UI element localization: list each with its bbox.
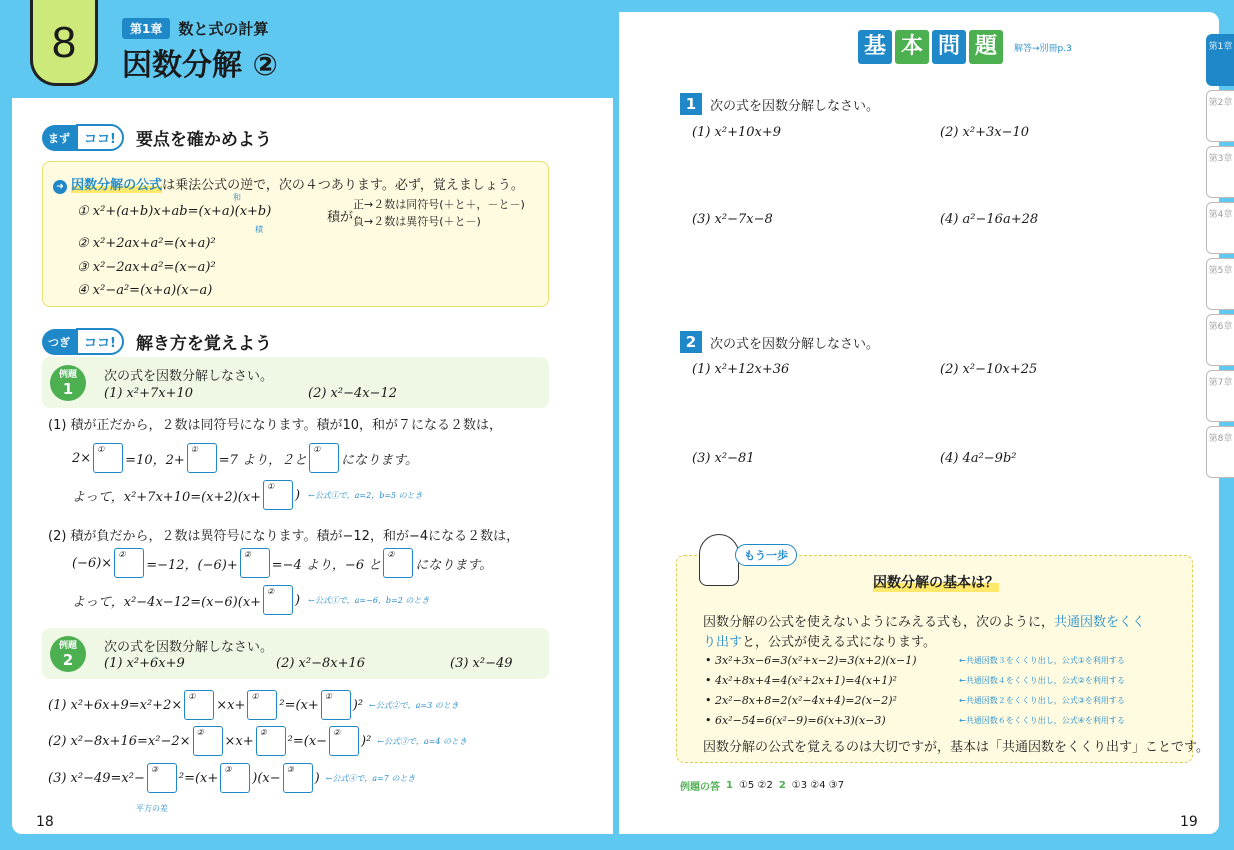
solution-2-line-2: (−6)× ② =−12，(−6)+ ② =−4 より，−6 と ② になります。 <box>72 548 492 578</box>
answer-box[interactable]: ② <box>263 585 293 615</box>
chapter-badge: 第1章 <box>122 18 170 39</box>
formula-1: ① x²+(a+b)x+ab=(x+a)(x+b) <box>77 204 272 219</box>
chapter-tabs <box>1206 34 1234 482</box>
page-number-left: 18 <box>36 814 54 830</box>
section-heading-1: まず ココ! 要点を確かめよう <box>42 124 272 151</box>
example-2: 例題 2 次の式を因数分解しなさい。 (1) x²+6x+9 (2) x²−8x+16 (3) x²−49 <box>42 628 549 679</box>
solution-1-line-2: 2× ① =10，2+ ① =7 より，２と ① になります。 <box>72 443 418 473</box>
chapter-heading <box>122 18 268 39</box>
answer-box[interactable]: ③ <box>147 763 177 793</box>
tab-chapter-8[interactable]: 第8章 <box>1206 426 1234 478</box>
answer-box[interactable]: ③ <box>220 763 250 793</box>
answer-box[interactable]: ② <box>329 726 359 756</box>
example-badge: 例題 1 <box>50 365 86 401</box>
arrow-icon: ➜ <box>53 180 67 194</box>
example-2-solution-2: (2) x²−8x+16=x²−2× ② ×x+ ② ²=(x− ② )² ←公式③で，a=4 のとき <box>48 726 467 756</box>
example-1: 例題 1 次の式を因数分解しなさい。 (1) x²+7x+10 (2) x²−4x−12 <box>42 357 549 408</box>
formula-4: ④ x²−a²=(x+a)(x−a) <box>77 283 213 298</box>
example-badge: 例題 2 <box>50 636 86 672</box>
answer-box[interactable]: ① <box>247 690 277 720</box>
rule-positive: 正→２数は同符号(＋と＋，－と－) <box>353 198 525 211</box>
kihon-heading: 基 本 問 題 解答→別冊p.3 <box>858 30 1072 64</box>
tab-chapter-6[interactable]: 第6章 <box>1206 314 1234 366</box>
section-heading-2: つぎ ココ! 解き方を覚えよう <box>42 328 272 355</box>
formula-box: ➜ 因数分解の公式は乗法公式の逆で，次の４つあります。必ず，覚えましょう。 和 ① x²+(a+b)x+ab=(x+a)(x+b) 積 積が 正→２数は同符号(＋と＋，－と－) 負→２数は異符号(＋と－) ② x²+2ax+a²=(x+a)² ③ x²−2ax+a²=(x−a)² ④ x²−a²=(x+a)(x−a) <box>42 161 549 307</box>
chapter-title: 数と式の計算 <box>178 20 269 38</box>
formula-2: ② x²+2ax+a²=(x+a)² <box>77 236 216 251</box>
answer-box[interactable]: ③ <box>283 763 313 793</box>
answer-box[interactable]: ② <box>256 726 286 756</box>
page-number-right: 19 <box>1180 814 1198 830</box>
formula-3: ③ x²−2ax+a²=(x−a)² <box>77 260 216 275</box>
tab-chapter-3[interactable]: 第3章 <box>1206 146 1234 198</box>
more-box: もう一歩 因数分解の基本は？ 因数分解の公式を使えないようにみえる式も，次のように，共通因数をくく り出すと，公式が使える式になります。 • 3x²+3x−6=3(x²+x−2)=3(x+2)(x−1) ←共通因数３をくくり出し，公式①を利用する • 4x²+8x+4=4(x²+2x+1)=4(x+1)² ←共通因数４をくくり出し，公式②を利用する • 2x²−8x+8=2(x²−4x+4)=2(x−2)² ←共通因数２をくくり出し，公式③を利用する • 6x²−54=6(x²−9)=6(x+3)(x−3) ←共通因数６をくくり出し，公式④を利用する 因数分解の公式を覚えるのは大切ですが，基本は「共通因数をくくり出す」ことです。 <box>676 555 1193 763</box>
answer-box[interactable]: ① <box>184 690 214 720</box>
example-2-solution-3: (3) x²−49=x²− ③ ²=(x+ ③ )(x− ③ ) ←公式④で，a=7 のとき <box>48 763 415 793</box>
tab-chapter-5[interactable]: 第5章 <box>1206 258 1234 310</box>
example-2-solution-1: (1) x²+6x+9=x²+2× ① ×x+ ① ²=(x+ ① )² ←公式②で，a=3 のとき <box>48 690 459 720</box>
solution-2-line-3: よって，x²−4x−12=(x−6)(x+ ② ) ←公式①で，a=−6，b=2 のとき <box>72 585 429 615</box>
tab-chapter-4[interactable]: 第4章 <box>1206 202 1234 254</box>
tab-chapter-7[interactable]: 第7章 <box>1206 370 1234 422</box>
rabbit-icon <box>699 534 739 586</box>
answer-box[interactable]: ② <box>114 548 144 578</box>
answer-box[interactable]: ① <box>187 443 217 473</box>
rule-negative: 負→２数は異符号(＋と－) <box>353 215 481 228</box>
answer-box[interactable]: ① <box>263 480 293 510</box>
answer-box[interactable]: ② <box>240 548 270 578</box>
page-title: 因数分解 ② <box>122 48 278 83</box>
answer-box[interactable]: ① <box>93 443 123 473</box>
answer-box[interactable]: ② <box>383 548 413 578</box>
tab-chapter-1[interactable]: 第1章 <box>1206 34 1234 86</box>
solution-1-line-3: よって，x²+7x+10=(x+2)(x+ ① ) ←公式①で，a=2，b=5 のとき <box>72 480 423 510</box>
question-1: 1 次の式を因数分解しなさい。 <box>680 93 879 115</box>
tab-chapter-2[interactable]: 第2章 <box>1206 90 1234 142</box>
answer-box[interactable]: ② <box>193 726 223 756</box>
answer-box[interactable]: ① <box>321 690 351 720</box>
example-answers: 例題の答 1 ①5 ②2 2 ①3 ②4 ③7 <box>680 780 845 793</box>
section-number: 8 <box>30 0 98 86</box>
answer-box[interactable]: ① <box>309 443 339 473</box>
question-2: 2 次の式を因数分解しなさい。 <box>680 331 879 353</box>
